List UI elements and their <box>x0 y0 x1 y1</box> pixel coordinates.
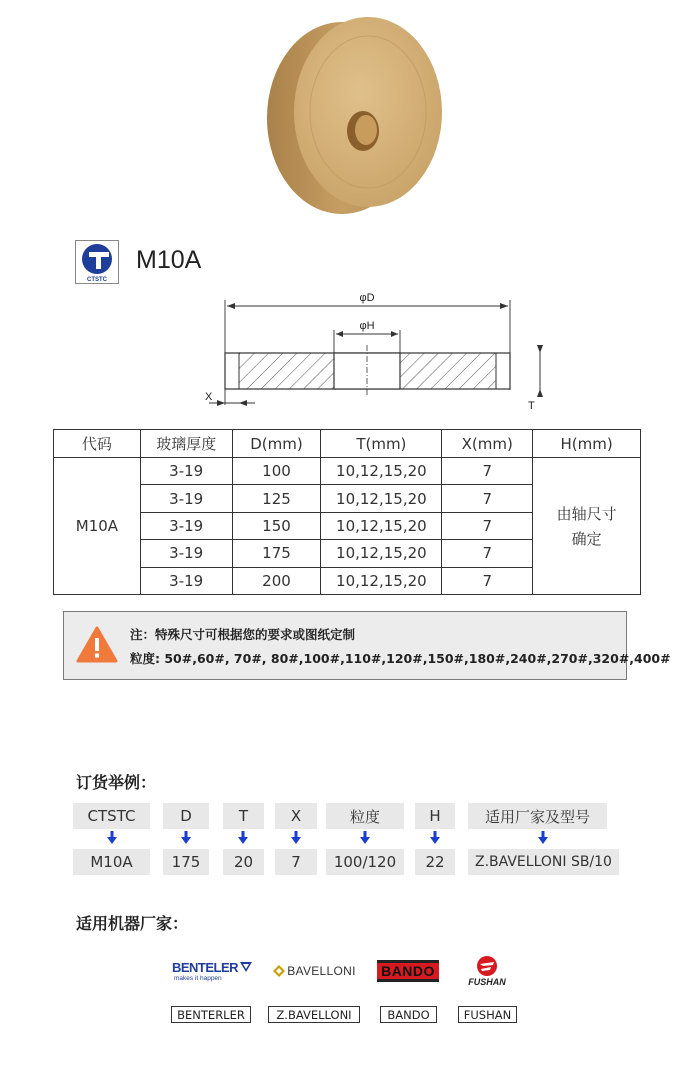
fushan-logo <box>458 950 516 992</box>
order-value-model: M10A <box>73 849 150 875</box>
cell-glass: 3-19 <box>140 540 232 567</box>
arrow-down-icon <box>360 831 370 845</box>
header-glass-thickness: 玻璃厚度 <box>140 430 232 458</box>
arrow-down-icon <box>430 831 440 845</box>
arrow-down-icon <box>538 831 548 845</box>
h-note-line1: 由轴尺寸 <box>556 504 617 523</box>
fushan-logo-text: FUSHAN <box>468 977 506 987</box>
cell-glass: 3-19 <box>140 458 232 485</box>
arrow-down-icon <box>181 831 191 845</box>
cell-x: 7 <box>442 512 533 539</box>
bavelloni-logo <box>264 950 364 992</box>
h-note-line2: 确定 <box>571 529 602 548</box>
model-title: M10A <box>136 246 202 274</box>
spec-table <box>53 429 641 595</box>
bando-logo <box>376 950 440 992</box>
benteler-logo-text: BENTELER <box>171 960 239 975</box>
order-value-grit: 100/120 <box>326 849 404 875</box>
cell-glass: 3-19 <box>140 485 232 512</box>
cell-x: 7 <box>442 485 533 512</box>
cell-t: 10,12,15,20 <box>321 540 442 567</box>
header-d: D(mm) <box>232 430 321 458</box>
table-header-row <box>54 430 641 458</box>
dim-x-label: X <box>205 391 213 403</box>
logo-text: CTSTC <box>87 277 107 283</box>
cell-d: 200 <box>232 567 321 594</box>
header-h: H(mm) <box>533 430 641 458</box>
mfr-label-bando: BANDO <box>380 1006 437 1023</box>
bavelloni-mark-icon <box>272 964 286 978</box>
arrow-down-icon <box>291 831 301 845</box>
order-field-machine: 适用厂家及型号 <box>468 803 607 829</box>
header-t: T(mm) <box>321 430 442 458</box>
order-value-d: 175 <box>163 849 209 875</box>
cell-t: 10,12,15,20 <box>321 567 442 594</box>
order-value-t: 20 <box>223 849 264 875</box>
header-code: 代码 <box>54 430 141 458</box>
order-field-d: D <box>163 803 209 829</box>
manufacturers-heading: 适用机器厂家： <box>76 914 189 933</box>
cell-glass: 3-19 <box>140 567 232 594</box>
cell-t: 10,12,15,20 <box>321 512 442 539</box>
dim-d-label: φD <box>359 292 375 304</box>
dim-h-label: φH <box>359 320 375 332</box>
cell-t: 10,12,15,20 <box>321 485 442 512</box>
ctstc-logo <box>75 240 119 284</box>
product-image <box>250 8 460 218</box>
mfr-label-bavelloni: Z.BAVELLONI <box>268 1006 360 1023</box>
notice-box <box>63 611 671 680</box>
benteler-tagline: makes it happen <box>173 975 222 982</box>
benteler-v-icon <box>240 962 252 973</box>
arrow-down-icon <box>238 831 248 845</box>
cell-x: 7 <box>442 458 533 485</box>
cross-section-drawing <box>195 285 565 415</box>
cell-x: 7 <box>442 540 533 567</box>
cell-d: 150 <box>232 512 321 539</box>
order-field-h: H <box>415 803 455 829</box>
mfr-label-benteler: BENTERLER <box>171 1006 251 1023</box>
cell-t: 10,12,15,20 <box>321 458 442 485</box>
header-x: X(mm) <box>442 430 533 458</box>
mfr-label-fushan: FUSHAN <box>458 1006 517 1023</box>
ordering-heading: 订货举例： <box>76 773 157 792</box>
order-field-grit: 粒度 <box>326 803 404 829</box>
cell-d: 125 <box>232 485 321 512</box>
bando-logo-text: BANDO <box>381 963 435 979</box>
notice-grit: 粒度: 50#,60#, 70#, 80#,100#,110#,120#,150#,180#,240#,270#,320#,400# <box>130 651 671 666</box>
benteler-logo <box>168 950 256 992</box>
notice-custom-size: 注：特殊尺寸可根据您的要求或图纸定制 <box>130 627 356 642</box>
fushan-mark-icon <box>474 955 500 977</box>
cell-d: 100 <box>232 458 321 485</box>
order-field-x: X <box>275 803 317 829</box>
order-field-t: T <box>223 803 264 829</box>
cell-d: 175 <box>232 540 321 567</box>
bavelloni-logo-text: BAVELLONI <box>287 964 356 978</box>
order-value-h: 22 <box>415 849 455 875</box>
cell-h-note <box>533 458 641 595</box>
cell-glass: 3-19 <box>140 512 232 539</box>
table-row <box>54 458 641 485</box>
order-value-machine: Z.BAVELLONI SB/10 <box>468 849 619 875</box>
order-value-x: 7 <box>275 849 317 875</box>
arrow-down-icon <box>107 831 117 845</box>
order-field-ctstc: CTSTC <box>73 803 150 829</box>
dim-t-label: T <box>528 400 535 412</box>
cell-x: 7 <box>442 567 533 594</box>
cell-code: M10A <box>54 458 141 595</box>
warning-icon <box>76 626 118 664</box>
